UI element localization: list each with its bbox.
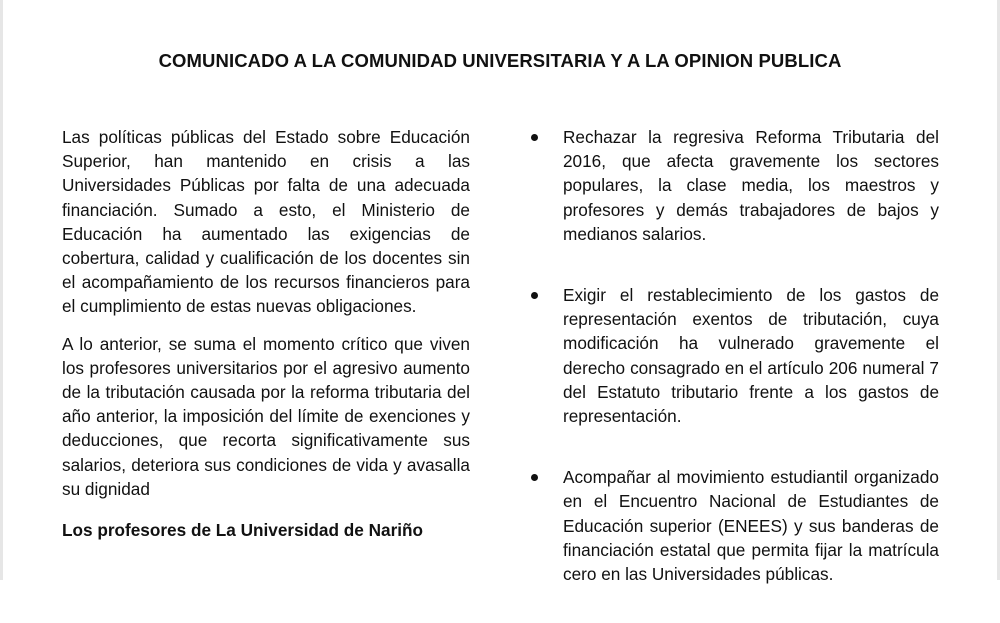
- bullet-icon: [531, 134, 538, 141]
- left-column: [62, 125, 470, 555]
- list-item-text: Rechazar la regresiva Reforma Tributaria del 2016, que afecta gravemente los sectores populares, la clase media, los maestros y profesores y demás trabajadores de bajos y medianos salarios.: [563, 127, 939, 244]
- list-item-text: Exigir el restablecimiento de los gastos de representación exentos de tributación, cuya modificación ha vulnerado gravemente el derecho consagrado en el artículo 206 numeral 7 del Estatuto tributario frente a los gastos de representación.: [563, 285, 939, 427]
- paragraph-tax-impact: A lo anterior, se suma el momento crítico que viven los profesores universitarios por el agresivo aumento de la tributación causada por la reforma tributaria del año anterior, la imposición del límite de exenciones y deducciones, que recorta significativamente sus salarios, deteriora sus condiciones de vida y avasalla su dignidad: [62, 333, 470, 499]
- right-column: [527, 125, 939, 623]
- list-item: [527, 465, 939, 586]
- page-left-edge: [0, 0, 3, 580]
- list-item-text: Acompañar al movimiento estudiantil organizado en el Encuentro Nacional de Estudiantes de Educación superior (ENEES) y sus banderas de financiación estatal que permita fijar la matrícula cero en las Universidades públicas.: [563, 467, 939, 585]
- bullet-icon: [531, 292, 538, 299]
- closing-statement: Los profesores de La Universidad de Nariño: [62, 520, 424, 541]
- demands-list: [527, 125, 939, 586]
- bullet-icon: [531, 474, 538, 481]
- document-title: COMUNICADO A LA COMUNIDAD UNIVERSITARIA Y A LA OPINION PUBLICA: [158, 50, 842, 71]
- list-item: [527, 283, 939, 428]
- paragraph-intro: Las políticas públicas del Estado sobre Educación Superior, han mantenido en crisis a las Universidades Públicas por falta de una adecuada financiación. Sumado a esto, el Ministerio de Educación ha aumentado las exigencias de cobertura, calidad y cualificación de los docentes sin el acompañamiento de los recursos financieros para el cumplimiento de estas nuevas obligaciones.: [62, 127, 470, 317]
- list-item: [527, 125, 939, 246]
